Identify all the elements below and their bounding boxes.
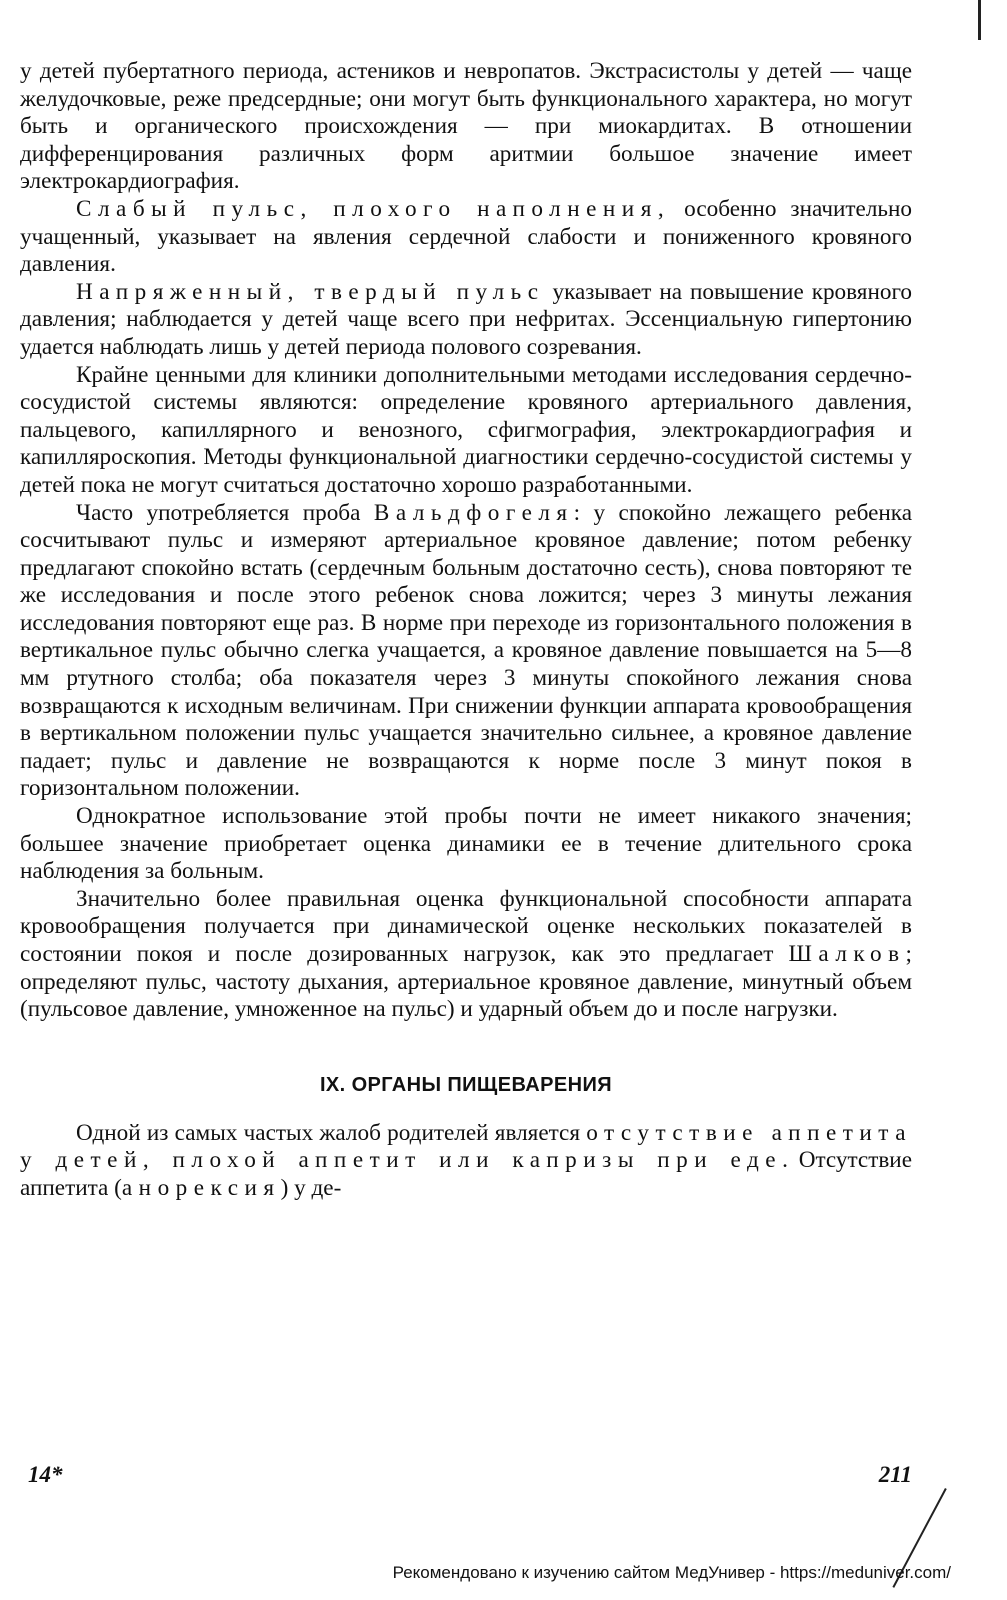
signature-mark: 14* [28, 1462, 63, 1487]
paragraph-waldfogel-intro: Часто употребляется проба [76, 499, 374, 526]
section-heading: IX. ОРГАНЫ ПИЩЕВАРЕНИЯ [319, 1073, 613, 1096]
paragraph-appetite-intro: Одной из самых частых жалоб родителей является [76, 1119, 587, 1146]
paragraph-weak-pulse [20, 196, 912, 279]
paragraph-appetite [20, 1120, 912, 1203]
paragraph-arrhythmia: у детей пубертатного периода, астеников и невропатов. Экстрасистолы у детей — чаще желудочковые, реже предсердные; они могут быть функционального характера, но могут быть и органического происхождения — при миокардитах. В отношении дифференцирования различных форм аритмии большое значение имеет электрокардиография. [20, 58, 912, 195]
paragraph-appetite-end: ) у де- [280, 1174, 342, 1201]
paragraph-single-use: Однократное использование этой пробы почти не имеет никакого значения; большее значение приобретает оценка динамики ее в течение длительного срока наблюдения за больным. [20, 803, 912, 885]
page-number: 211 [878, 1462, 912, 1487]
term-no-appetite: отсутствие аппетита у детей, плохой аппетит или капризы при еде [20, 1119, 912, 1174]
paragraph-waldfogel-text: : у спокойно лежащего ребенка сосчитывают пульс и измеряют артериальное кровяное давление; потом ребенку предлагают спокойно встать (сердечным больным достаточно сесть), снова повторяют те же исследования и после этого ребенок снова ложится; через 3 минуты лежания исследования повторяют еще раз. В норме при переходе из горизонтального положения в вертикальное пульс обычно слегка учащается, а кровяное давление повышается на 5—8 мм ртутного столба; оба показателя через 3 минуты спокойного лежания снова возвращаются к исходным величинам. При снижении функции аппарата кровообращения в вертикальном положении пульс учащается значительно сильнее, а кровяное давление падает; пульс и давление не возвращаются к норме после 3 минут покоя в горизонтальном положении. [20, 499, 912, 802]
page-footer [28, 1462, 912, 1492]
page-edge-mark [978, 0, 981, 40]
paragraph-waldfogel [20, 500, 912, 804]
term-tense-pulse: Напряженный, твердый пульс [76, 278, 545, 305]
paragraph-tense-pulse-text: указывает на повышение кровяного давления; наблюдается у детей чаще всего при нефритах. Эссенциальную гипертонию удается наблюдать лишь у детей периода полового созревания. [20, 278, 912, 360]
paragraph-tense-pulse [20, 279, 912, 362]
paragraph-shalkov-intro: Значительно более правильная оценка функциональной способности аппарата кровообращения получается при динамической оценке нескольких показателей в состоянии покоя и после дозированных нагрузок, как это предлагает [20, 885, 912, 967]
paragraph-shalkov-text: ; определяют пульс, частоту дыхания, артериальное кровяное давление, минутный объем (пульсовое давление, умноженное на пульс) и ударный объем до и после нагрузки. [20, 941, 912, 1023]
term-anorexia: анорексия [121, 1174, 281, 1201]
term-shalkov: Шалков [788, 941, 906, 967]
page-body [20, 58, 912, 1203]
paragraph-weak-pulse-text: особенно значительно учащенный, указывает на явления сердечной слабости и пониженного кровяного давления. [20, 195, 912, 278]
credit-line: Рекомендовано к изучению сайтом МедУнивер - https://meduniver.com/ [392, 1563, 951, 1582]
paragraph-methods: Крайне ценными для клиники дополнительными методами исследования сердечно-сосудистой системы являются: определение кровяного артериального давления, пальцевого, капиллярного и венозного, сфигмография, электрокардиография и капилляроскопия. Методы функциональной диагностики сердечно-сосудистой системы у детей пока не могут считаться достаточно хорошо разработанными. [20, 361, 912, 498]
paragraph-shalkov [20, 886, 912, 1024]
term-waldfogel: Вальдфогеля [373, 499, 574, 526]
term-weak-pulse: Слабый пульс, плохого наполнения, [76, 195, 671, 222]
paragraph-appetite-mid: . Отсутствие аппетита ( [20, 1147, 912, 1201]
